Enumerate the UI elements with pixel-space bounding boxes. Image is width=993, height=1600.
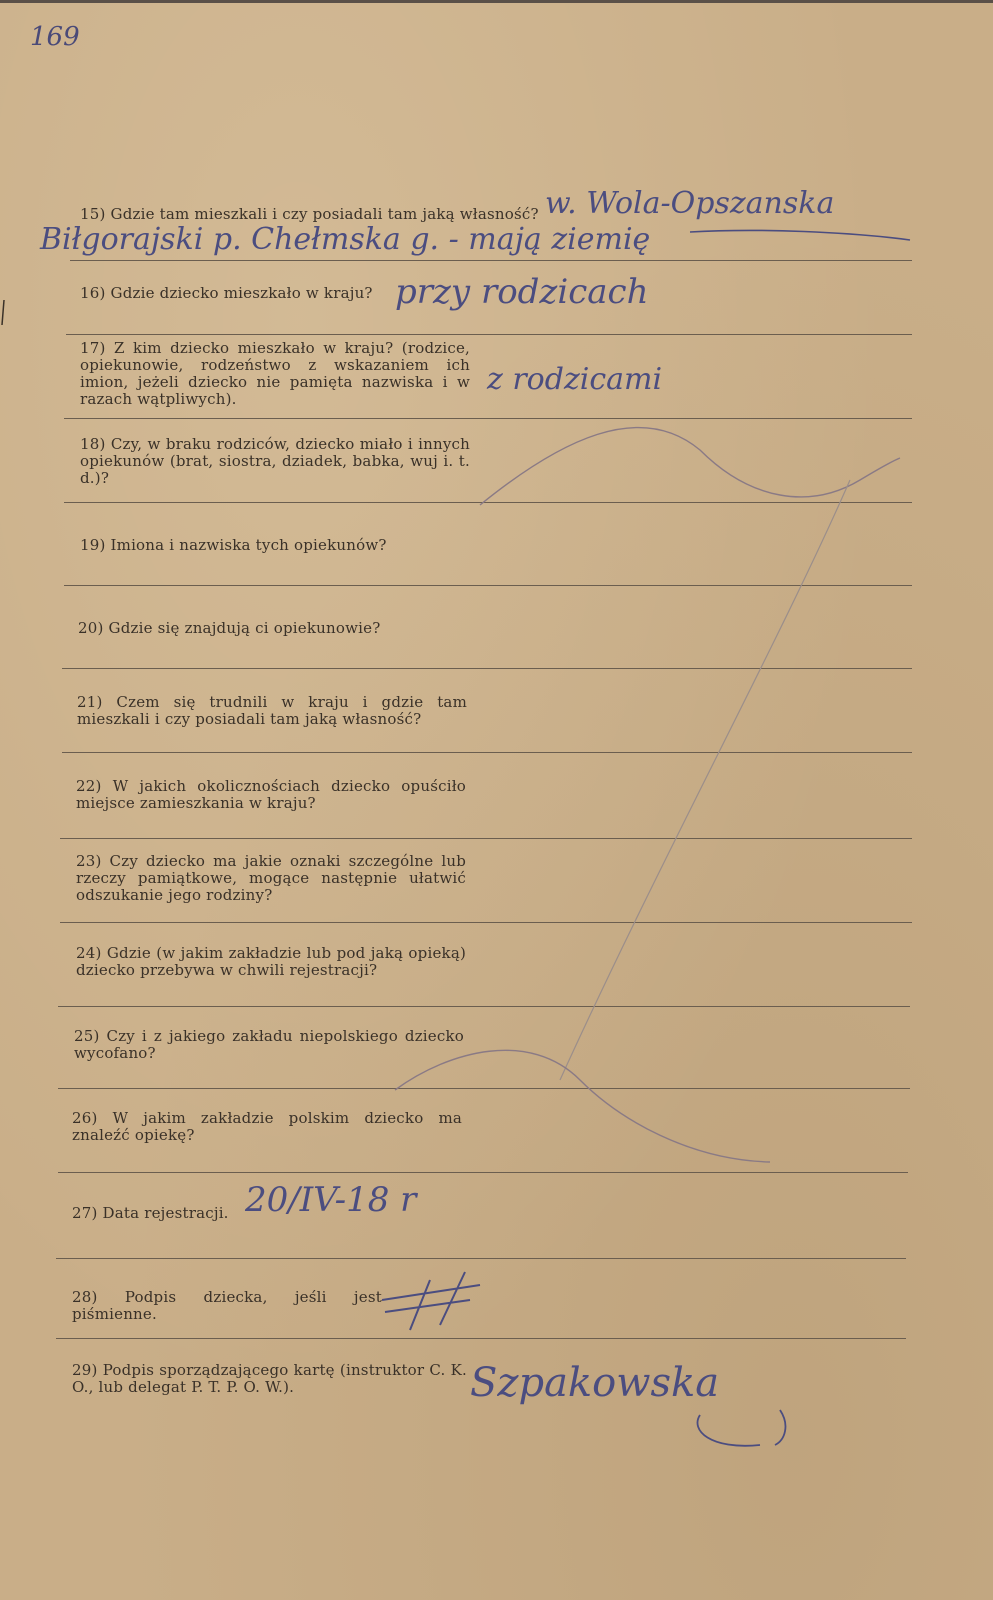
question-text: Gdzie dziecko mieszkało w kraju?	[110, 284, 373, 302]
question-number: 24)	[76, 944, 102, 962]
question-text: Podpis sporządzającego kartę (instruktor C. K. O., lub delegat P. T. P. O. W.).	[72, 1361, 468, 1396]
pencil-cancel-diagonal	[560, 480, 850, 1080]
question-number: 22)	[76, 777, 102, 795]
question-text: W jakich okolicznościach dziecko opuściło miejsce zamieszkania w kraju?	[76, 777, 466, 812]
question-text: Gdzie się znajdują ci opiekunowie?	[108, 619, 381, 637]
pencil-cancel-curve-top	[480, 428, 900, 505]
question-text: Imiona i nazwiska tych opiekunów?	[110, 536, 387, 554]
answer-16: przy rodzicach	[395, 272, 649, 312]
question-text: W jakim zakładzie polskim dziecko ma znaleźć opiekę?	[72, 1109, 463, 1144]
question-number: 26)	[72, 1109, 98, 1127]
answer-15-line1: w. Wola-Opszanska	[545, 186, 835, 221]
question-text: Gdzie (w jakim zakładzie lub pod jaką opieką) dziecko przebywa w chwili rejestracji?	[76, 944, 467, 979]
question-number: 20)	[78, 619, 104, 637]
question-text: Czy, w braku rodziców, dziecko miało i innych opiekunów (brat, siostra, dziadek, babka, wuj i. t. d.)?	[80, 435, 471, 487]
question-number: 23)	[76, 852, 102, 870]
question-number: 15)	[80, 205, 106, 223]
answer-17: z rodzicami	[487, 362, 663, 397]
question-number: 29)	[72, 1361, 98, 1379]
question-number: 19)	[80, 536, 106, 554]
question-number: 16)	[80, 284, 106, 302]
question-number: 25)	[74, 1027, 100, 1045]
child-signature-mark	[382, 1272, 480, 1330]
page-number: 169	[30, 22, 80, 52]
answer-29-signature: Szpakowska	[470, 1360, 720, 1406]
signature-flourish	[698, 1410, 786, 1446]
question-number: 21)	[77, 693, 103, 711]
question-text: Czem się trudnili w kraju i gdzie tam mieszkali i czy posiadali tam jaką własność?	[77, 693, 467, 728]
question-number: 27)	[72, 1204, 98, 1222]
question-number: 17)	[80, 339, 106, 357]
pencil-cancel-curve-bottom	[395, 1050, 770, 1162]
answer-15-line2: Biłgorajski p. Chełmska g. - mają ziemię	[40, 222, 651, 257]
question-text: Data rejestracji.	[102, 1204, 229, 1222]
answer-15-underline	[690, 230, 910, 240]
question-number: 28)	[72, 1288, 98, 1306]
question-number: 18)	[80, 435, 106, 453]
question-text: Czy dziecko ma jakie oznaki szczególne lub rzeczy pamiątkowe, mogące następnie ułatwić odszukanie jego rodziny?	[76, 852, 467, 904]
question-text: Gdzie tam mieszkali i czy posiadali tam jaką własność?	[110, 205, 539, 223]
question-text: Czy i z jakiego zakładu niepolskiego dziecko wycofano?	[74, 1027, 464, 1062]
answer-27-date: 20/IV-18 r	[245, 1180, 417, 1220]
question-text: Z kim dziecko mieszkało w kraju? (rodzice, opiekunowie, rodzeństwo z wskazaniem ich imion, jeżeli dziecko nie pamięta nazwiska i w razach wątpliwych).	[80, 339, 471, 408]
question-text: Podpis dziecka, jeśli jest piśmienne.	[72, 1288, 382, 1323]
margin-mark	[2, 300, 4, 325]
